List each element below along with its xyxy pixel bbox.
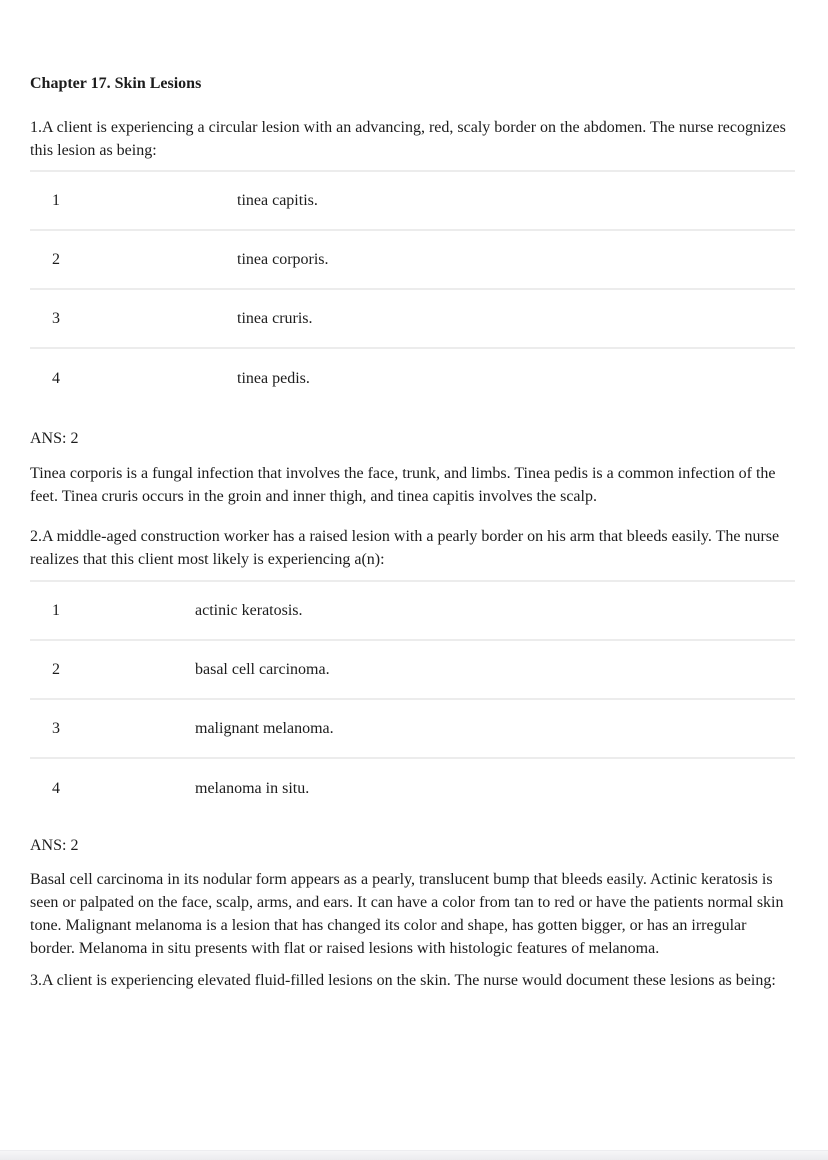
option-row <box>30 641 795 700</box>
page-bottom-edge <box>0 1150 828 1160</box>
option-row <box>30 582 795 641</box>
question-2-text: 2.A middle-aged construction worker has a raised lesion with a pearly border on his arm that bleeds easily. The nurse realizes that this client most likely is experiencing a(n): <box>30 528 780 568</box>
question-1-options-table <box>30 170 795 408</box>
option-row <box>30 231 795 290</box>
option-number: 1 <box>52 191 60 209</box>
question-1-text: 1.A client is experiencing a circular lesion with an advancing, red, scaly border on the abdomen. The nurse recognizes this lesion as being: <box>30 119 786 159</box>
question-3-text: 3.A client is experiencing elevated fluid-filled lesions on the skin. The nurse would document these lesions as being: <box>30 972 776 989</box>
option-text: tinea cruris. <box>237 309 313 327</box>
option-text: melanoma in situ. <box>195 779 310 797</box>
option-number: 2 <box>52 250 60 268</box>
option-row <box>30 172 795 231</box>
option-text: basal cell carcinoma. <box>195 660 330 678</box>
option-number: 1 <box>52 601 60 619</box>
option-text: tinea pedis. <box>237 369 310 387</box>
option-number: 3 <box>52 309 60 327</box>
page-title: Chapter 17. Skin Lesions <box>30 75 202 92</box>
question-2-rationale: Basal cell carcinoma in its nodular form appears as a pearly, translucent bump that bleeds easily. Actinic keratosis is seen or palpated on the face, scalp, arms, and ears. It can have a color from tan to red or have the patients normal skin tone. Malignant melanoma is a lesion that has changed its color and shape, has gotten bigger, or has an irregular border. Melanoma in situ presents with flat or raised lesions with histologic features of melanoma. <box>30 871 784 957</box>
option-row <box>30 290 795 349</box>
option-number: 4 <box>52 779 60 797</box>
question-2-answer: ANS: 2 <box>30 837 79 854</box>
option-text: tinea capitis. <box>237 191 318 209</box>
option-number: 2 <box>52 660 60 678</box>
option-text: actinic keratosis. <box>195 601 303 619</box>
option-number: 4 <box>52 369 60 387</box>
question-1-rationale: Tinea corporis is a fungal infection that involves the face, trunk, and limbs. Tinea pedis is a common infection of the feet. Tinea cruris occurs in the groin and inner thigh, and tinea capitis involves the scalp. <box>30 465 776 505</box>
question-1-answer: ANS: 2 <box>30 430 79 447</box>
option-number: 3 <box>52 719 60 737</box>
option-text: malignant melanoma. <box>195 719 334 737</box>
option-row <box>30 349 795 408</box>
option-row <box>30 700 795 759</box>
option-text: tinea corporis. <box>237 250 329 268</box>
option-row <box>30 759 795 818</box>
question-2-options-table <box>30 580 795 818</box>
